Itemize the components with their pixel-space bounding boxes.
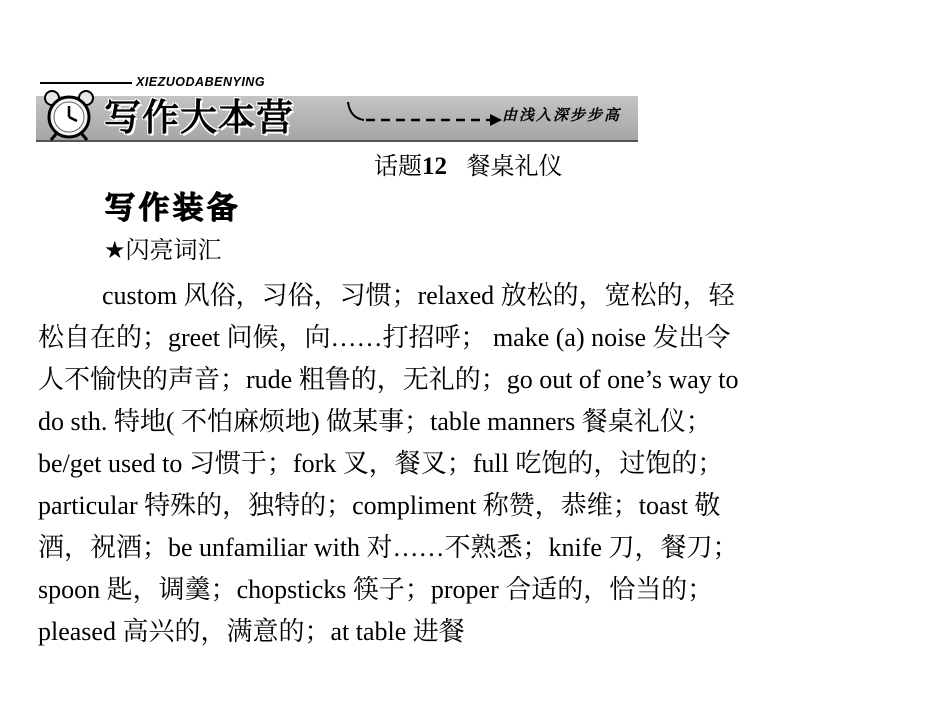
vocab-line: be/get used to 习惯于；fork 叉，餐叉；full 吃饱的，过饱的； <box>38 449 724 478</box>
vocab-line: pleased 高兴的，满意的；at table 进餐 <box>38 617 465 646</box>
vocab-line: 松自在的；greet 问候，向……打招呼； make (a) noise 发出令 <box>38 323 731 352</box>
sub-heading: ★闪亮词汇 <box>104 236 222 264</box>
header-banner <box>36 72 642 148</box>
banner-slogan: 由浅入深步步高 <box>502 106 622 124</box>
vocab-line: custom 风俗，习俗，习惯；relaxed 放松的，宽松的，轻 <box>102 281 735 310</box>
banner-title: 写作大本营 <box>104 96 294 139</box>
banner-bottom-rule <box>36 140 638 142</box>
vocab-line: 酒，祝酒；be unfamiliar with 对……不熟悉；knife 刀，餐刀； <box>38 533 739 562</box>
banner-top-rule <box>40 82 132 84</box>
alarm-clock-icon <box>42 88 96 142</box>
dashed-arrow-icon <box>342 96 502 140</box>
topic-title <box>374 148 563 185</box>
vocab-line: spoon 匙，调羹；chopsticks 筷子；proper 合适的，恰当的； <box>38 575 714 604</box>
vocab-line: particular 特殊的，独特的；compliment 称赞，恭维；toast 敬 <box>38 491 721 520</box>
banner-pinyin: XIEZUODABENYING <box>136 75 266 89</box>
section-heading: 写作装备 <box>104 190 240 226</box>
vocab-line: 人不愉快的声音；rude 粗鲁的，无礼的；go out of one’s way to <box>38 365 739 394</box>
vocabulary-paragraph <box>38 275 918 653</box>
topic-number: 12 <box>422 153 447 180</box>
topic-name: 餐桌礼仪 <box>466 152 563 180</box>
topic-prefix: 话题 <box>374 152 422 180</box>
vocab-line: do sth. 特地( 不怕麻烦地) 做某事；table manners 餐桌礼仪； <box>38 407 712 436</box>
